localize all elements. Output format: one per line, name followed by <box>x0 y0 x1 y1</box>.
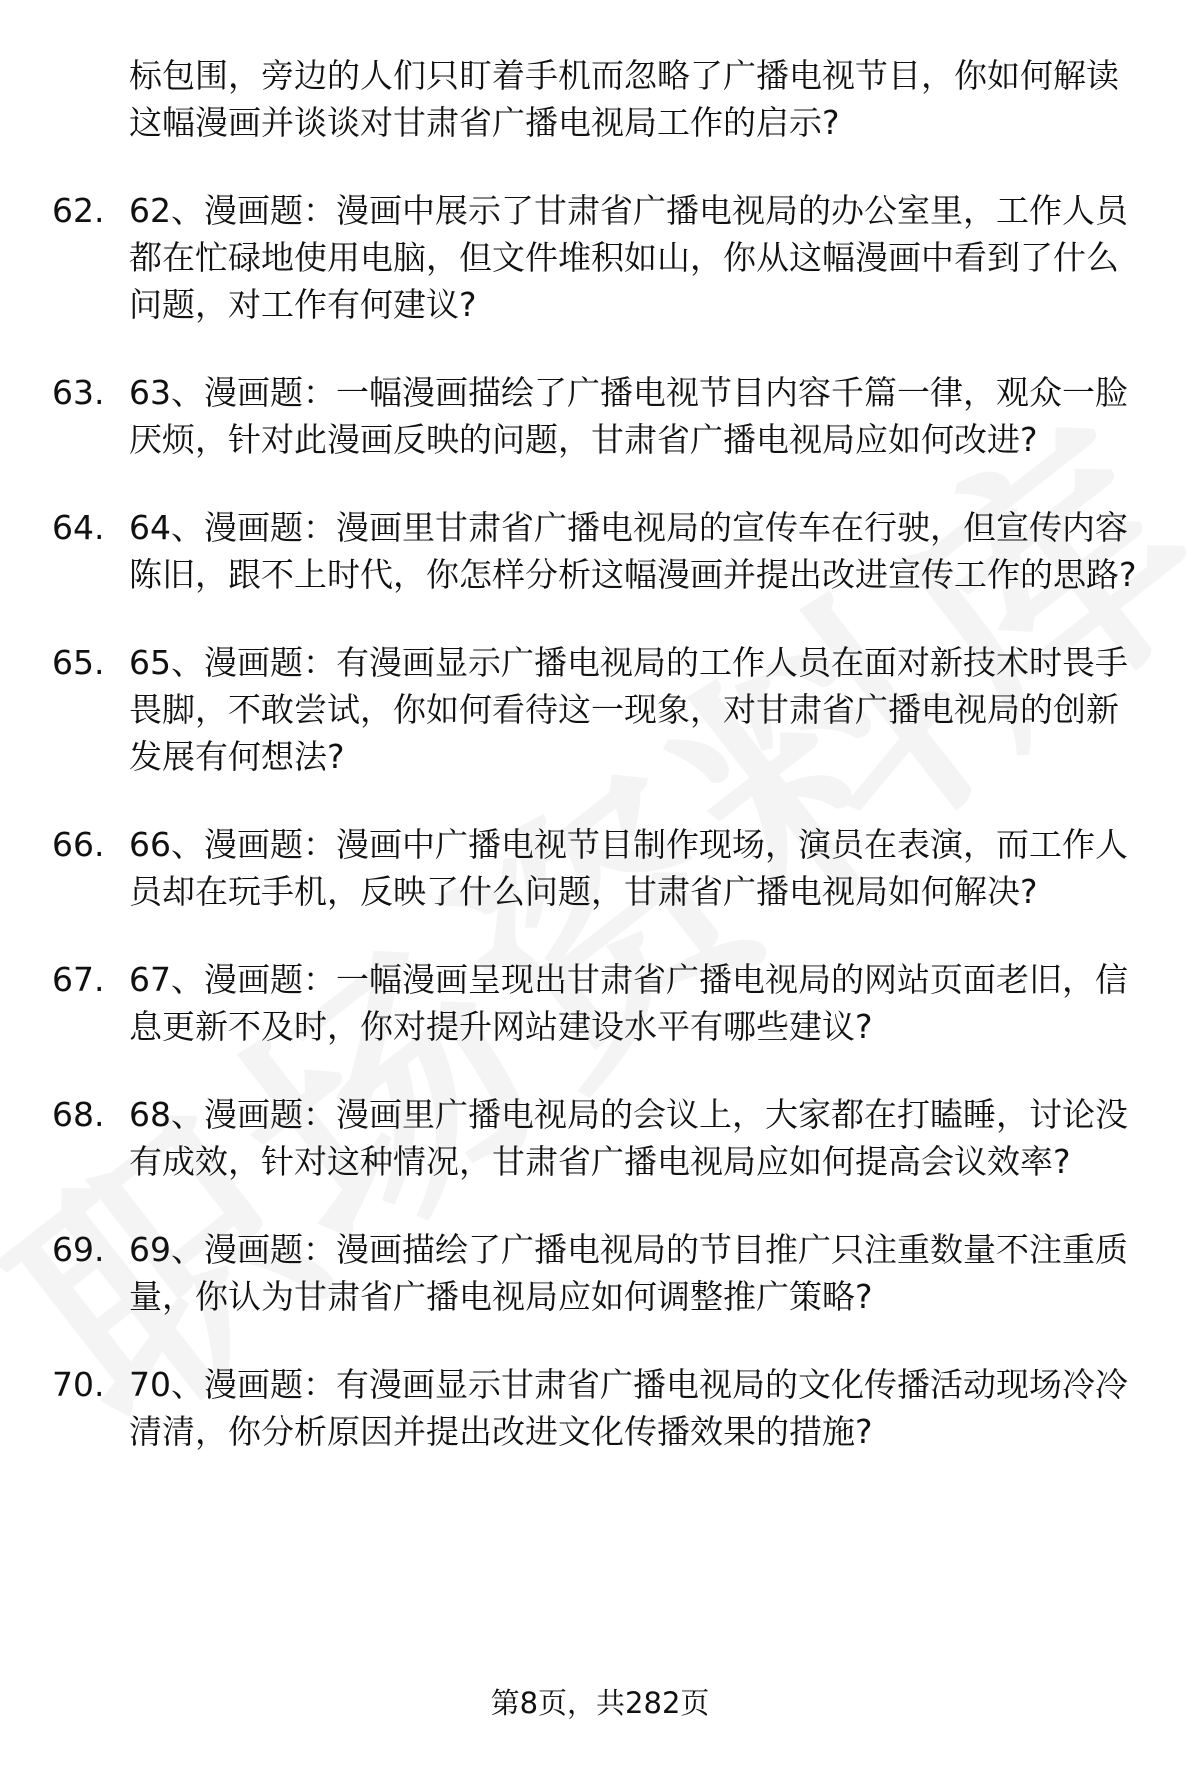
item-number: 67. <box>52 960 105 999</box>
item-text: 66、漫画题：漫画中广播电视节目制作现场，演员在表演，而工作人员却在玩手机，反映了什么问题，甘肃省广播电视局如何解决? <box>129 825 1128 911</box>
item-number: 62. <box>52 191 105 230</box>
continuation-text: 标包围，旁边的人们只盯着手机而忽略了广播电视节目，你如何解读这幅漫画并谈谈对甘肃省广播电视局工作的启示? <box>129 56 1119 142</box>
question-list <box>0 52 1200 1496</box>
list-item <box>0 956 1200 1050</box>
item-number: 64. <box>52 508 105 547</box>
item-text: 64、漫画题：漫画里甘肃省广播电视局的宣传车在行驶，但宣传内容陈旧，跟不上时代，你怎样分析这幅漫画并提出改进宣传工作的思路? <box>129 508 1137 594</box>
item-text: 70、漫画题：有漫画显示甘肃省广播电视局的文化传播活动现场冷冷清清，你分析原因并提出改进文化传播效果的措施? <box>129 1365 1128 1451</box>
item-number: 70. <box>52 1365 105 1404</box>
list-item <box>0 504 1200 598</box>
list-item <box>0 1091 1200 1185</box>
item-text: 65、漫画题：有漫画显示广播电视局的工作人员在面对新技术时畏手畏脚，不敢尝试，你如何看待这一现象，对甘肃省广播电视局的创新发展有何想法? <box>129 643 1128 776</box>
item-number: 68. <box>52 1095 105 1134</box>
list-item <box>0 369 1200 463</box>
item-text: 67、漫画题：一幅漫画呈现出甘肃省广播电视局的网站页面老旧，信息更新不及时，你对提升网站建设水平有哪些建议? <box>129 960 1128 1046</box>
page-footer: 第8页，共282页 <box>490 1686 710 1720</box>
list-item <box>0 1361 1200 1455</box>
list-item <box>0 639 1200 780</box>
item-number: 63. <box>52 373 105 412</box>
item-number: 69. <box>52 1230 105 1269</box>
item-text: 68、漫画题：漫画里广播电视局的会议上，大家都在打瞌睡，讨论没有成效，针对这种情况，甘肃省广播电视局应如何提高会议效率? <box>129 1095 1128 1181</box>
item-number: 65. <box>52 643 105 682</box>
item-text: 63、漫画题：一幅漫画描绘了广播电视节目内容千篇一律，观众一脸厌烦，针对此漫画反映的问题，甘肃省广播电视局应如何改进? <box>129 373 1128 459</box>
list-item <box>0 1226 1200 1320</box>
item-text: 62、漫画题：漫画中展示了甘肃省广播电视局的办公室里，工作人员都在忙碌地使用电脑，但文件堆积如山，你从这幅漫画中看到了什么问题，对工作有何建议? <box>129 191 1128 324</box>
item-text: 69、漫画题：漫画描绘了广播电视局的节目推广只注重数量不注重质量，你认为甘肃省广播电视局应如何调整推广策略? <box>129 1230 1128 1316</box>
item-number: 66. <box>52 825 105 864</box>
list-item <box>0 187 1200 328</box>
list-item <box>0 821 1200 915</box>
